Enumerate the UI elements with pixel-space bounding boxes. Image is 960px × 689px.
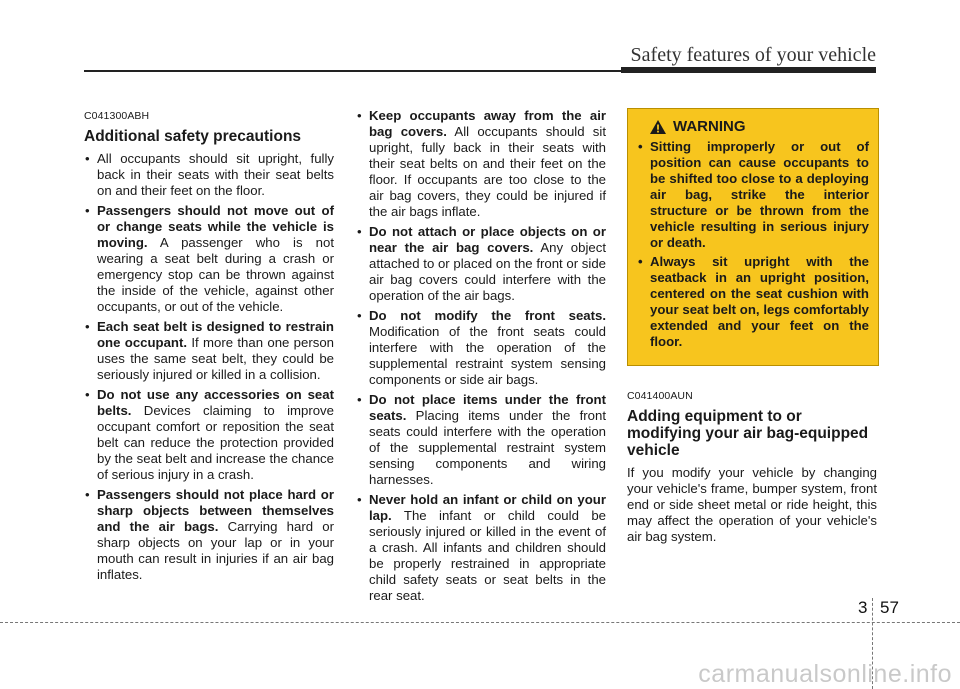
header-rule-accent xyxy=(621,67,876,73)
page-number: 57 xyxy=(880,598,899,617)
list-item: • Do not attach or place objects on or near the air bag covers. Any object attached to or placed on the front or side air bag covers could interfere with the operation of the air bags. xyxy=(356,224,606,304)
list-item: • Each seat belt is designed to restrain one occupant. If more than one person uses the same seat belt, they could be seriously injured or killed in a collision. xyxy=(84,319,334,383)
section-title: Additional safety precautions xyxy=(84,128,302,145)
chapter-number: 3 xyxy=(858,598,868,617)
list-item: • Do not use any accessories on seat belts. Devices claiming to improve occupant comfort or reposition the seat belt can reduce the protection provided by the seat belt and increase the chance of serious injury in a crash. xyxy=(84,387,334,483)
warning-triangle-icon xyxy=(649,119,667,135)
precautions-list-continued xyxy=(356,108,606,604)
warning-header xyxy=(637,119,869,135)
list-item: • Sitting improperly or out of position can cause occupants to be shifted too close to a deploying air bag, strike the interior structure or be thrown from the vehicle resulting in serious injury or death. xyxy=(637,139,869,251)
warning-box xyxy=(627,108,879,366)
warning-list xyxy=(637,139,869,350)
section-code: C041300ABH xyxy=(84,110,150,122)
header-title: Safety features of your vehicle xyxy=(630,44,876,66)
list-item: • Keep occupants away from the air bag covers. All occupants should sit upright, fully back in their seats with their seat belts on and their feet on the floor. If occupants are too close to the air bag covers, they could be injured if the air bags inflate. xyxy=(356,108,606,220)
watermark: carmanualsonline.info xyxy=(698,660,952,688)
list-item: • Passengers should not place hard or sharp objects between themselves and the air bags. Carrying hard or sharp objects on your lap or in your mouth can result in injuries if an air bag inflates. xyxy=(84,487,334,583)
precautions-list xyxy=(84,151,334,583)
section-title: Adding equipment to or modifying your air bag-equipped vehicle xyxy=(627,408,869,459)
list-item: • Passengers should not move out of or change seats while the vehicle is moving. A passenger who is not wearing a seat belt during a crash or emergency stop can be thrown against the inside of the vehicle, against other occupants, or out of the vehicle. xyxy=(84,203,334,315)
section-code: C041400AUN xyxy=(627,390,693,402)
right-column xyxy=(627,108,877,545)
list-item: • Never hold an infant or child on your lap. The infant or child could be seriously injured or killed in the event of a crash. All infants and children should be properly restrained in appropriate child safety seats or seat belts in the rear seat. xyxy=(356,492,606,604)
footer-rule xyxy=(0,622,960,623)
list-item: • Do not modify the front seats. Modification of the front seats could interfere with the operation of the supplemental restraint system sensing components or side air bags. xyxy=(356,308,606,388)
list-item: • Do not place items under the front seats. Placing items under the front seats could interfere with the operation of the supplemental restraint system sensing components and wiring harnesses. xyxy=(356,392,606,488)
list-item: • Always sit upright with the seatback in an upright position, centered on the seat cushion with your seat belt on, legs comfortably extended and your feet on the floor. xyxy=(637,254,869,350)
section-paragraph: If you modify your vehicle by changing your vehicle's frame, bumper system, front end or side sheet metal or ride height, this may affect the operation of your vehicle's air bag system. xyxy=(627,465,877,544)
left-column xyxy=(84,108,334,587)
warning-title: WARNING xyxy=(673,118,746,135)
list-item: • All occupants should sit upright, fully back in their seats with their seat belts on and their feet on the floor. xyxy=(84,151,334,199)
middle-column xyxy=(356,108,606,608)
